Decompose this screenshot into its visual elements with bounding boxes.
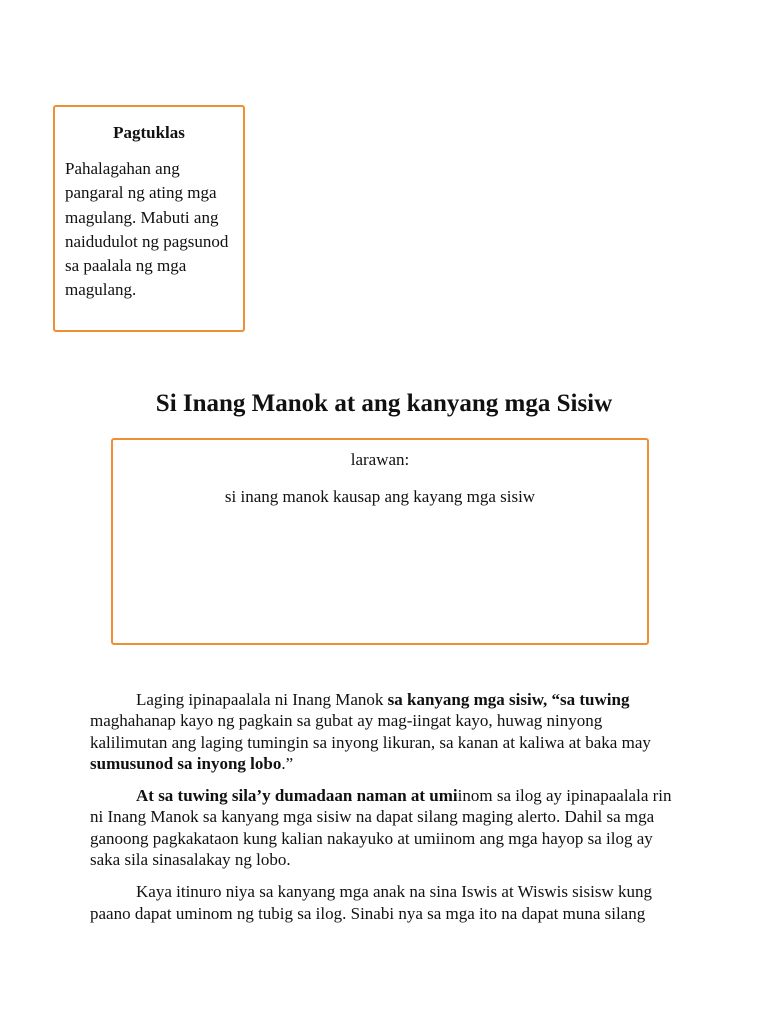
pagtuklas-line: Pahalagahan ang xyxy=(65,159,180,178)
pagtuklas-line: sa paalala ng mga xyxy=(65,256,187,276)
bold-run: sa kanyang mga sisiw, “sa tuwing xyxy=(387,690,630,709)
text-run: inom sa ilog ay ipinapaalala rin ni Inang Manok sa kanyang mga sisiw na dapat silang maging alerto. Dahil sa mga ganoong pagkakataon kung kalian nakayuko at umiinom ang mga hayop sa ilog ay saka sila sinasalakay ng lobo. xyxy=(90,786,672,870)
story-paragraph-1 xyxy=(90,689,682,774)
image-placeholder-box xyxy=(111,438,649,645)
bold-run: At sa tuwing sila’y dumadaan naman at umi xyxy=(136,786,458,806)
story-paragraph-3 xyxy=(90,881,682,924)
text-run: Laging ipinapaalala ni Inang Manok xyxy=(136,690,388,709)
story-body xyxy=(90,689,682,935)
image-caption: si inang manok kausap ang kayang mga sisiw xyxy=(224,487,536,506)
pagtuklas-line: magulang. Mabuti ang xyxy=(65,207,219,227)
story-title: Si Inang Manok at ang kanyang mga Sisiw xyxy=(155,390,613,417)
pagtuklas-box xyxy=(53,105,245,332)
text-run: Kaya itinuro niya sa kanyang mga anak na sina Iswis at Wiswis sisisw kung paano dapat uminom ng tubig sa ilog. Sinabi nya sa mga ito na dapat muna silang xyxy=(90,882,653,923)
story-paragraph-2 xyxy=(90,785,682,870)
pagtuklas-line: naidudulot ng pagsunod xyxy=(65,231,229,251)
text-run: .” xyxy=(281,753,294,773)
image-label: larawan: xyxy=(350,450,410,469)
bold-run: sumusunod sa inyong lobo xyxy=(90,753,282,773)
pagtuklas-line: magulang. xyxy=(65,280,137,300)
text-run: maghahanap kayo ng pagkain sa gubat ay mag-iingat kayo, huwag ninyong kalilimutan ang laging tumingin sa inyong likuran, sa kanan at kaliwa at baka may xyxy=(90,711,651,752)
pagtuklas-heading: Pagtuklas xyxy=(113,123,185,142)
pagtuklas-line: pangaral ng ating mga xyxy=(65,183,217,203)
pagtuklas-text xyxy=(65,157,237,303)
